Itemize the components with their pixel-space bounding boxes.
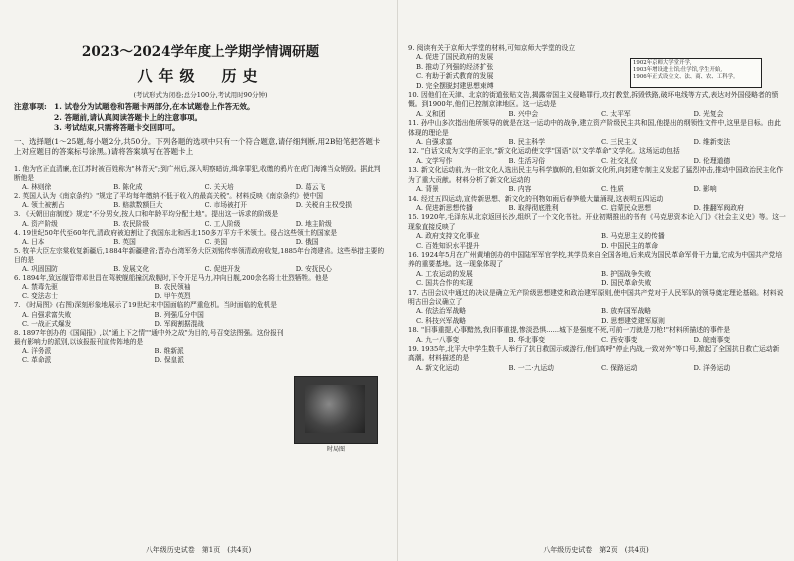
material-line: 1902年京师大学堂开学, xyxy=(633,60,692,66)
question-list xyxy=(408,44,786,373)
answer-option: B. 马克思主义的传播 xyxy=(601,232,665,241)
exam-title: 2023～2024学年度上学期学情调研题 xyxy=(81,44,320,60)
question-options xyxy=(14,265,387,274)
answer-option: D. 俄国 xyxy=(295,237,319,246)
attention-block xyxy=(14,102,387,134)
answer-option: D. 甲午英烈 xyxy=(154,292,191,301)
material-line: 1906年正式设立文、法、商、农、工科学。 xyxy=(633,74,739,80)
answer-option: D. 完全摆脱封建思想束缚 xyxy=(416,81,494,90)
question-options xyxy=(14,311,387,329)
page-footer: 八年级历史试卷 第2页 (共4页) xyxy=(543,546,649,554)
answer-option: A. 促进了国民政府的发展 xyxy=(416,53,494,62)
answer-option: C. 一战正式爆发 xyxy=(22,319,72,328)
answer-option: D. 国民革命失败 xyxy=(601,279,652,288)
question-stem: 7. 《时局图》(右图)深刻形象地展示了19世纪末中国面临的严重危机。当时面临的危机是 xyxy=(14,301,277,310)
answer-option: B. 农民阶级 xyxy=(113,219,150,228)
question-stem: 13. 新文化运动前,为一批文化人选出民主与科学旗帜的,但如新文化所,向封建专制主义发起了猛烈冲击,推动中国政治民主化作为了重大贡献。材料分析了新文化运动的 xyxy=(408,166,784,184)
question-options xyxy=(408,110,786,119)
answer-option: A. 政府支持文化事业 xyxy=(416,232,480,241)
answer-option: A. 九一八事变 xyxy=(416,335,460,344)
question-stem: 14. 经过五四运动,宣传新思想、新文化的刊物如雨后春笋般大量涌现,这表明五四运动 xyxy=(408,194,664,203)
question-options xyxy=(14,238,387,247)
exam-subtitle: 八年级 历史 xyxy=(137,67,264,85)
answer-option: B. 赔款数额巨大 xyxy=(113,201,163,210)
answer-option: B. 发展文化 xyxy=(113,265,150,274)
answer-option: A. 领土被割占 xyxy=(22,201,65,210)
answer-option: D. 保皇派 xyxy=(154,355,184,364)
question-stem: 17. 古田会议中通过的决议是确立无产阶级思想建党和政治建军原则,使中国共产党对于人民军队的领导奠定理论基础。材料说明古田会议确立了 xyxy=(408,288,784,306)
question-stem: 2. 英国人认为《南京条约》"规定了平均每年缴纳不低于收入的最高关税"。材料反映《南京条约》使中国 xyxy=(14,192,323,201)
answer-option: A. 自强求富失败 xyxy=(22,310,72,319)
answer-option: C. 市场被打开 xyxy=(204,201,248,210)
answer-option: D. 中国民主的革命 xyxy=(601,241,659,250)
question-stem: 12. "白话文成为文学的正宗,"新文化运动使文学"国语"以"文学革命"文学化。这场运动包括 xyxy=(408,147,680,156)
attention-label: 注意事项: xyxy=(14,102,47,111)
answer-option: C. 保路运动 xyxy=(601,363,638,372)
answer-option: D. 安抚民心 xyxy=(295,265,332,274)
answer-option: D. 伦理道德 xyxy=(693,156,731,165)
answer-option: C. 社交礼仪 xyxy=(601,156,638,165)
question-stem: 6. 1894年,致远舰管带邓世昌在驾驶舰船撞沉敌舰时,下令开足马力,冲向日舰,200余名将士壮烈牺牲。他是 xyxy=(14,274,329,283)
answer-option: B. 兴中会 xyxy=(508,109,539,118)
attention-item: 1. 试卷分为试题卷和答题卡两部分,在本试题卷上作答无效。 xyxy=(54,102,255,111)
question-options xyxy=(408,307,786,326)
answer-option: D. 维新变法 xyxy=(693,138,731,147)
material-line: 1903年增设进士馆;仕学馆,学生开始, xyxy=(633,67,723,73)
answer-option: B. 放弃国军战略 xyxy=(601,307,652,316)
answer-option: C. 国共合作的实现 xyxy=(416,279,473,288)
answer-option: B. 列强瓜分中国 xyxy=(154,310,204,319)
answer-option: D. 关税自主权受损 xyxy=(295,201,352,210)
answer-option: A. 背景 xyxy=(416,185,439,194)
question-options xyxy=(408,185,786,194)
answer-option: C. 科技兴军战略 xyxy=(416,316,467,325)
answer-option: B. 取得彻底胜利 xyxy=(508,203,559,212)
question-stem: 3. 《天朝田亩制度》规定"不分男女,按人口和年龄平均分配土地"。提出这一诉求的阶级是 xyxy=(14,210,279,219)
answer-option: D. 军阀割据混战 xyxy=(154,319,204,328)
answer-option: C. 三民主义 xyxy=(601,138,638,147)
question-stem: 9. 阅读有关于京师大学堂的材料,可知京师大学堂的设立 xyxy=(408,44,576,52)
answer-option: A. 林则徐 xyxy=(22,183,52,192)
answer-option: A. 禁毒先驱 xyxy=(22,283,58,292)
answer-option: C. 变法志士 xyxy=(22,292,58,301)
answer-option: C. 美国 xyxy=(204,237,228,246)
answer-option: C. 关天培 xyxy=(204,183,234,192)
page-footer: 八年级历史试卷 第1页 (共4页) xyxy=(145,546,252,554)
question-stem: 15. 1920年,毛泽东从北京返回长沙,组织了一个文化书社。开业初期推出的书有《马克思资本论入门》《社会主义史》等。这一现象直接反映了 xyxy=(408,213,786,231)
answer-option: B. 内容 xyxy=(508,185,532,194)
image-caption: 时局图 xyxy=(326,446,345,453)
question-stem: 1. 他为官正直清廉,在江苏时被百姓称为"林青天";到广州后,深入明察暗访,缉拿罪犯,收缴的鸦片在虎门海滩当众销毁。据此判断他是 xyxy=(14,165,381,183)
question-stem: 19. 1935年,北平大中学生数千人举行了抗日救国示威游行,他们高呼"停止内战,一致对外"等口号,掀起了全国抗日救亡运动新高潮。材料描述的是 xyxy=(408,345,780,363)
answer-option: C. 促进开发 xyxy=(204,265,241,274)
answer-option: A. 依法治军战略 xyxy=(416,307,467,316)
answer-option: A. 义和团 xyxy=(416,109,446,118)
answer-option: C. 百姓知识水平提升 xyxy=(416,241,480,250)
answer-option: A. 巩固国防 xyxy=(22,265,58,274)
answer-option: D. 地主阶级 xyxy=(295,219,332,228)
question-stem: 5. 牧羊大臣左宗棠收复新疆后,1884年新疆建省;晋办台湾军务大臣刘铭传率领清政府收复,1885年台湾建省。这些举措主要的目的是 xyxy=(14,246,385,264)
answer-option: C. 工人阶级 xyxy=(204,219,241,228)
answer-option: B. 华北事变 xyxy=(508,335,546,344)
answer-option: B. 生活习俗 xyxy=(508,156,546,165)
answer-option: B. 陈化成 xyxy=(113,183,143,192)
answer-option: B. 英国 xyxy=(113,237,136,246)
answer-option: C. 革命派 xyxy=(22,355,52,364)
answer-option: B. 一二·九运动 xyxy=(508,363,554,372)
attention-item: 2. 答题前,请认真阅读答题卡上的注意事项。 xyxy=(54,112,203,122)
answer-option: A. 日本 xyxy=(22,237,45,246)
answer-option: B. 维新派 xyxy=(154,346,184,355)
question-options xyxy=(14,183,387,192)
question-stem: 4. 19世纪50年代至60年代,清政府被迫割让了我国东北和西北150多万平方千米领土。侵占这些领土的国家是 xyxy=(14,228,338,237)
answer-option: C. 有助于新式教育的发展 xyxy=(416,72,494,81)
attention-item: 3. 考试结束,只需将答题卡交回即可。 xyxy=(54,123,180,132)
section-heading: 一、选择题(1～25题,每小题2分,共50分。下列各题的选项中只有一个符合题意,请仔细判断,用2B铅笔把答题卡上对应题目的答案标号涂黑。)请将答案填写在答题卡上 xyxy=(14,136,381,156)
answer-option: A. 文学写作 xyxy=(416,156,453,165)
cartoon-figure xyxy=(305,385,365,433)
answer-option: C. 性质 xyxy=(601,185,624,194)
question-stem: 11. 孙中山多次指出他所领导的就是在这一运动中的战争,建立资产阶级民主共和国,他提出的纲领性文件中,这里是目标。由此体现的理论是 xyxy=(408,119,781,137)
answer-option: A. 自强求富 xyxy=(416,138,453,147)
answer-option: C. 西安事变 xyxy=(601,335,638,344)
question-options xyxy=(408,364,786,373)
answer-option: A. 资产阶级 xyxy=(22,219,58,228)
question-stem: 18. "旧事重提,心事黯然,我旧事重提,惨淡恐惧......城下是强度不死,可前一刀就是刀枪!"材料所描述的事件是 xyxy=(408,326,731,335)
question-stem: 16. 1924年5月在广州黄埔创办的中国陆军军官学校,其学员来自全国各地,后来成为国民革命军骨干力量,它成为中国共产党培养的重要基地。这一现象体现了 xyxy=(408,250,783,269)
answer-option: D. 光复会 xyxy=(693,109,724,118)
exam-note: (考试形式为闭卷;总分100分,考试用时90分钟) xyxy=(133,91,268,99)
answer-option: B. 护国战争失败 xyxy=(601,269,652,278)
question-options xyxy=(14,283,387,301)
question-options xyxy=(408,232,786,251)
answer-option: B. 推动了列强的经济扩张 xyxy=(416,62,494,71)
question-options xyxy=(14,347,387,365)
answer-option: A. 洋务派 xyxy=(22,346,52,355)
question-options xyxy=(14,220,387,229)
material-box xyxy=(630,58,762,88)
answer-option: B. 农民领袖 xyxy=(154,283,191,292)
question-options xyxy=(408,204,786,213)
answer-option: C. 启蒙民众思想 xyxy=(601,203,652,212)
answer-option: D. 影响 xyxy=(693,185,717,194)
question-list xyxy=(14,165,387,365)
question-stem: 8. 1897年创办的《国闻报》,以"通上下之情""通中外之故"为目的,号召变法图强。这份报刊最有影响力的派别,以该报报刊宣传阵地的是 xyxy=(14,328,284,346)
question-options xyxy=(408,336,786,345)
question-options xyxy=(408,270,786,289)
question-stem: 10. 因他们在天津、北京的街道张贴文告,揭露帝国主义侵略罪行,攻打教堂,拆毁铁路,破坏电线等方式,表达对外国侵略者的愤慨。到1900年,他们已控制京津地区。这一运动是 xyxy=(408,91,779,109)
answer-option: A. 促进新思想传播 xyxy=(416,203,473,212)
answer-option: A. 工农运动的发展 xyxy=(416,269,473,278)
answer-option: B. 民主科学 xyxy=(508,138,546,147)
question-options xyxy=(408,157,786,166)
situation-cartoon-image xyxy=(294,376,378,453)
answer-option: D. 葛云飞 xyxy=(295,183,326,192)
right-page xyxy=(397,0,794,561)
answer-option: A. 新文化运动 xyxy=(416,363,460,372)
answer-option: C. 太平军 xyxy=(601,109,631,118)
answer-option: D. 皖南事变 xyxy=(693,335,731,344)
answer-option: D. 推翻军阀政府 xyxy=(693,203,744,212)
answer-option: D. 思想建党建军原则 xyxy=(601,316,665,325)
answer-option: D. 洋务运动 xyxy=(693,363,731,372)
